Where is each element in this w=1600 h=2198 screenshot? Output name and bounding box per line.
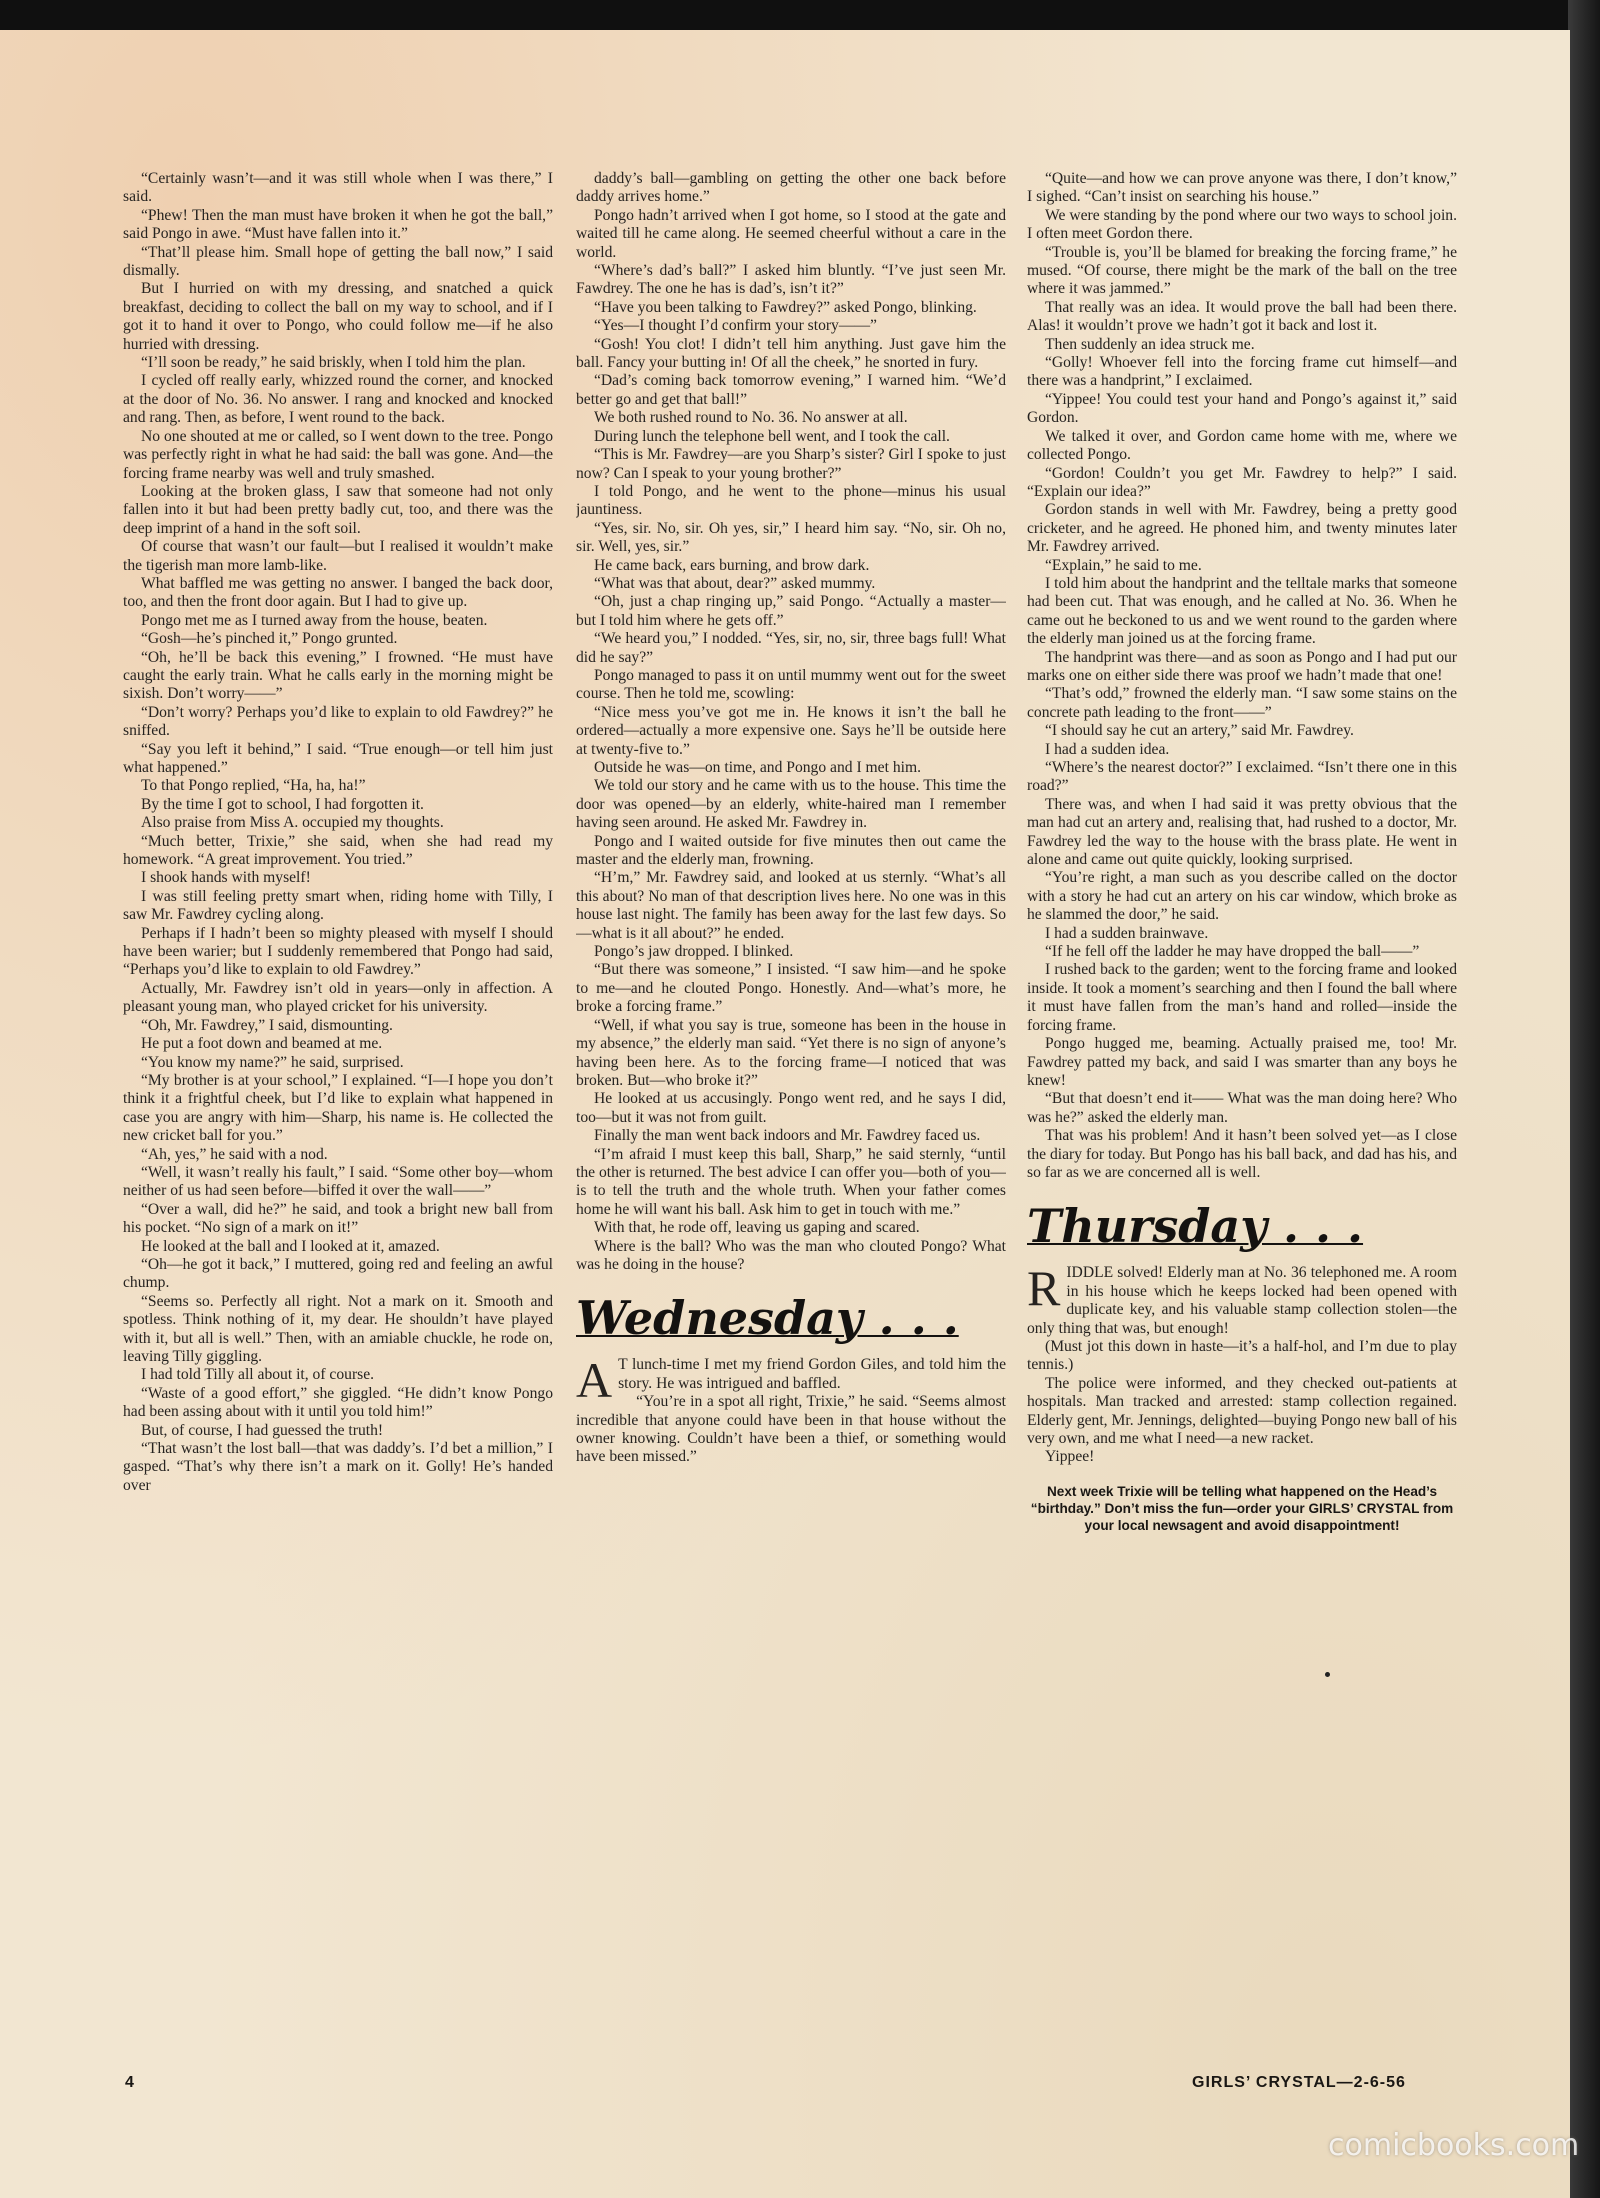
column-right	[1027, 170, 1457, 2040]
paragraph: Gordon stands in well with Mr. Fawdrey, being a pretty good cricketer, and he agreed. He phoned him, and twenty minutes later Mr. Fawdrey arrived.	[1027, 501, 1457, 556]
thursday-first-paragraph	[1027, 1260, 1457, 1338]
paragraph: No one shouted at me or called, so I went down to the tree. Pongo was perfectly right in what he had said: the ball was gone. And—the forcing frame nearby was well and truly smashed.	[123, 427, 553, 482]
paragraph: I was still feeling pretty smart when, riding home with Tilly, I saw Mr. Fawdrey cycling along.	[123, 887, 553, 924]
paragraph: I had told Tilly all about it, of course.	[141, 1366, 375, 1384]
paragraph: Finally the man went back indoors and Mr. Fawdrey faced us.	[594, 1127, 981, 1145]
paragraph: “Well, if what you say is true, someone has been in the house in my absence,” the elderly man said. “Yet there is no sign of anyone’s having been here. As to the forcing frame—I noticed that was broken. But—who broke it?”	[576, 1016, 1006, 1089]
paragraph: “Certainly wasn’t—and it was still whole when I was there,” I said.	[123, 170, 553, 206]
column-left	[123, 170, 553, 2040]
thursday-first-text: IDDLE solved! Elderly man at No. 36 telephoned me. A room in his house which he keeps locked had been opened with duplicate key, and his valuable stamp collection stolen—the only thing that was, but enough!	[1027, 1264, 1457, 1337]
next-week-promo: Next week Trixie will be telling what happened on the Head’s “birthday.” Don’t miss the fun—order your GIRLS’ CRYSTAL from your local newsagent and avoid disappointment!	[1030, 1483, 1454, 1533]
paragraph: I told Pongo, and he went to the phone—minus his usual jauntiness.	[576, 482, 1006, 519]
section-heading-thursday: Thursday . . .	[1027, 1199, 1364, 1254]
wednesday-first-paragraph	[576, 1352, 1006, 1409]
paragraph: Pongo’s jaw dropped. I blinked.	[594, 943, 794, 961]
paragraph: “Gosh! You clot! I didn’t tell him anything. Just gave him the ball. Fancy your butting in! Of all the cheek,” he snorted in fury.	[576, 335, 1006, 372]
paragraph: By the time I got to school, I had forgotten it.	[141, 795, 424, 813]
paragraph: “Gosh—he’s pinched it,” Pongo grunted.	[141, 630, 398, 648]
paragraph: “Quite—and how we can prove anyone was there, I don’t know,” I sighed. “Can’t insist on searching his house.”	[1027, 170, 1457, 206]
watermark: comicbooks.com	[1328, 2128, 1580, 2163]
paragraph: Of course that wasn’t our fault—but I realised it wouldn’t make the tigerish man more lamb-like.	[123, 538, 553, 574]
paragraph: That really was an idea. It would prove the ball had been there. Alas! it wouldn’t prove we hadn’t got it back and lost it.	[1027, 298, 1457, 335]
paragraph: “Have you been talking to Fawdrey?” asked Pongo, blinking.	[594, 298, 977, 316]
paragraph: “Oh, he’ll be back this evening,” I frowned. “He must have caught the early train. What he calls early in the morning might be sixish. Don’t worry——”	[123, 648, 553, 703]
paragraph: Looking at the broken glass, I saw that someone had not only fallen into it but had been pretty badly cut, too, and there was the deep imprint of a hand in the soft soil.	[123, 482, 553, 537]
paragraph: “Yes, sir. No, sir. Oh yes, sir,” I heard him say. “No, sir. Oh no, sir. Well, yes, sir.”	[576, 519, 1006, 556]
section-heading-wednesday: Wednesday . . .	[576, 1291, 959, 1346]
paragraph: Perhaps if I hadn’t been so mighty pleased with myself I should have been warier; but I suddenly remembered that Pongo had said, “Perhaps you’d like to explain to old Fawdrey.”	[123, 924, 553, 979]
paragraph: “But there was someone,” I insisted. “I saw him—and he spoke to me—and he clouted Pongo. Honestly. And—what’s more, he broke a forcing frame.”	[576, 961, 1006, 1016]
paragraph: “I should say he cut an artery,” said Mr. Fawdrey.	[1045, 722, 1354, 740]
paragraph: But, of course, I had guessed the truth!	[141, 1421, 384, 1439]
paragraph: Yippee!	[1045, 1448, 1095, 1466]
wednesday-section	[576, 1352, 1006, 1466]
paragraph: I had a sudden idea.	[1045, 740, 1170, 758]
paragraph: The police were informed, and they checked out-patients at hospitals. Man tracked and arrested: stamp collection regained. Elderly gent, Mr. Jennings, delighted—buying Pongo new ball of his very own, and me what I need—a new racket.	[1027, 1374, 1457, 1447]
paragraph: “What was that about, dear?” asked mummy.	[594, 574, 876, 592]
paragraph: We talked it over, and Gordon came home with me, where we collected Pongo.	[1027, 427, 1457, 464]
scan-border-right	[1568, 0, 1600, 2198]
column-middle	[576, 170, 1006, 2040]
paragraph: I shook hands with myself!	[141, 869, 311, 887]
paragraph: But I hurried on with my dressing, and snatched a quick breakfast, deciding to collect the ball on my way to school, and if I got it to hand it over to Pongo, who could follow me—if he also hurried with dressing.	[123, 280, 553, 353]
column-middle-text	[576, 170, 1006, 1274]
paragraph: “That’s odd,” frowned the elderly man. “I saw some stains on the concrete path leading to the front——”	[1027, 685, 1457, 721]
page-number: 4	[125, 2074, 134, 2091]
paragraph: I told him about the handprint and the telltale marks that someone had been cut. That was enough, and he called at No. 36. When he came out he beckoned to us and we went round to the garden where the elderly man joined us at the forcing frame.	[1027, 574, 1457, 648]
paragraph: “I’ll soon be ready,” he said briskly, when I told him the plan.	[141, 354, 526, 372]
paragraph: “But that doesn’t end it—— What was the man doing here? Who was he?” asked the elderly man.	[1027, 1090, 1457, 1126]
paragraph: “Say you left it behind,” I said. “True enough—or tell him just what happened.”	[123, 740, 553, 776]
paragraph: “Ah, yes,” he said with a nod.	[141, 1145, 328, 1163]
magazine-page	[0, 30, 1570, 2198]
paragraph: I rushed back to the garden; went to the forcing frame and looked inside. It took a moment’s searching and then I found the ball where it must have fallen from the man’s hand and rolled—inside the forcing frame.	[1027, 961, 1457, 1034]
paragraph: Actually, Mr. Fawdrey isn’t old in years—only in affection. A pleasant young man, who played cricket for his university.	[123, 979, 553, 1016]
drop-cap: A	[576, 1352, 613, 1409]
paragraph: “Yes—I thought I’d confirm your story——”	[594, 317, 877, 335]
paragraph: Outside he was—on time, and Pongo and I met him.	[594, 759, 921, 776]
issue-footer: GIRLS’ CRYSTAL—2-6-56	[1192, 2074, 1406, 2091]
paragraph: We told our story and he came with us to the house. This time the door was opened—by an elderly, white-haired man I remember having seen around. He asked Mr. Fawdrey in.	[576, 777, 1006, 832]
thursday-section	[1027, 1260, 1457, 1466]
paragraph: “Dad’s coming back tomorrow evening,” I warned him. “We’d better go and get that ball!”	[576, 372, 1006, 408]
paragraph: “Nice mess you’ve got me in. He knows it isn’t the ball he ordered—actually a more expensive one. Says he’ll be outside here at twenty-five to.”	[576, 703, 1006, 758]
paragraph: “You’re in a spot all right, Trixie,” he said. “Seems almost incredible that anyone could have been in that house without the owner knowing. Couldn’t have been a thief, or something would have been missed.”	[576, 1393, 1006, 1466]
paragraph: “Oh, Mr. Fawdrey,” I said, dismounting.	[141, 1016, 393, 1034]
section-end-dot	[1325, 1672, 1330, 1677]
paragraph: Then suddenly an idea struck me.	[1045, 335, 1255, 353]
paragraph: “Trouble is, you’ll be blamed for breaking the forcing frame,” he mused. “Of course, there might be the mark of the ball on the tree where it was jammed.”	[1027, 243, 1457, 298]
paragraph: “You’re right, a man such as you describe called on the doctor with a story he had cut an artery on his car window, which broke as he slammed the door,” he said.	[1027, 869, 1457, 924]
paragraph: We both rushed round to No. 36. No answer at all.	[594, 409, 908, 427]
paragraph: “That’ll please him. Small hope of getting the ball now,” I said dismally.	[123, 243, 553, 280]
paragraph: “Don’t worry? Perhaps you’d like to explain to old Fawdrey?” he sniffed.	[123, 703, 553, 740]
paragraph: “Seems so. Perfectly all right. Not a mark on it. Smooth and spotless. Think nothing of it, my dear. He shouldn’t have played with it, but all is well.” Then, with an amiable chuckle, he rode on, leaving Tilly giggling.	[123, 1292, 553, 1365]
paragraph: During lunch the telephone bell went, and I took the call.	[594, 427, 950, 445]
paragraph: We were standing by the pond where our two ways to school join. I often meet Gordon there.	[1027, 206, 1457, 243]
paragraph: He looked at us accusingly. Pongo went red, and he says I did, too—but it was not from guilt.	[576, 1090, 1006, 1126]
paragraph: There was, and when I had said it was pretty obvious that the man had cut an artery and, realising that, had rushed to a doctor, Mr. Fawdrey led the way to the house with the brass plate. He went in alone and came out quite quickly, looking surprised.	[1027, 795, 1457, 869]
paragraph: What baffled me was getting no answer. I banged the back door, too, and then the front door again. But I had to give up.	[123, 574, 553, 611]
paragraph: Pongo and I waited outside for five minutes then out came the master and the elderly man, frowning.	[576, 832, 1006, 869]
paragraph: “H’m,” Mr. Fawdrey said, and looked at us sternly. “What’s all this about? No man of that description lives here. No one was in this house last night. The family has been away for the last few days. So—what is it all about?” he ended.	[576, 869, 1006, 942]
paragraph: “That wasn’t the lost ball—that was daddy’s. I’d bet a million,” I gasped. “That’s why there isn’t a mark on it. Golly! He’s handed over	[123, 1440, 553, 1494]
paragraph: Pongo hugged me, beaming. Actually praised me, too! Mr. Fawdrey patted my back, and said I was smarter than any boys he knew!	[1027, 1035, 1457, 1089]
paragraph: “If he fell off the ladder he may have dropped the ball——”	[1045, 943, 1420, 961]
paragraph: (Must jot this down in haste—it’s a half-hol, and I’m due to play tennis.)	[1027, 1337, 1457, 1374]
paragraph: “Gordon! Couldn’t you get Mr. Fawdrey to help?” I said. “Explain our idea?”	[1027, 464, 1457, 500]
drop-cap: R	[1027, 1260, 1061, 1317]
paragraph: Where is the ball? Who was the man who clouted Pongo? What was he doing in the house?	[576, 1237, 1006, 1273]
paragraph: “Oh, just a chap ringing up,” said Pongo. “Actually a master—but I told him where he gets off.”	[576, 593, 1006, 629]
paragraph: That was his problem! And it hasn’t been solved yet—as I close the diary for today. But Pongo has his ball back, and dad has his, and so far as we are concerned all is well.	[1027, 1127, 1457, 1181]
paragraph: He came back, ears burning, and brow dark.	[594, 556, 870, 574]
thursday-paragraphs	[1027, 1338, 1457, 1467]
paragraph: Pongo hadn’t arrived when I got home, so I stood at the gate and waited till he came along. He seemed cheerful without a care in the world.	[576, 206, 1006, 261]
paragraph: “You know my name?” he said, surprised.	[141, 1053, 404, 1071]
wednesday-first-text: T lunch-time I met my friend Gordon Giles, and told him the story. He was intrigued and baffled.	[618, 1356, 1006, 1392]
paragraph: I had a sudden brainwave.	[1045, 924, 1209, 942]
paragraph: “Much better, Trixie,” she said, when she had read my homework. “A great improvement. You tried.”	[123, 832, 553, 869]
paragraph: “This is Mr. Fawdrey—are you Sharp’s sister? Girl I spoke to just now? Can I speak to your young brother?”	[576, 446, 1006, 482]
paragraph: To that Pongo replied, “Ha, ha, ha!”	[141, 777, 366, 795]
paragraph: With that, he rode off, leaving us gaping and scared.	[594, 1219, 920, 1237]
paragraph: Also praise from Miss A. occupied my thoughts.	[141, 814, 444, 832]
paragraph: “Where’s dad’s ball?” I asked him bluntly. “I’ve just seen Mr. Fawdrey. The one he has is dad’s, isn’t it?”	[576, 262, 1006, 298]
paragraph: “Oh—he got it back,” I muttered, going red and feeling an awful chump.	[123, 1255, 553, 1292]
paragraph: “Explain,” he said to me.	[1045, 556, 1202, 574]
paragraph: “Where’s the nearest doctor?” I exclaimed. “Isn’t there one in this road?”	[1027, 759, 1457, 795]
paragraph: Pongo managed to pass it on until mummy went out for the sweet course. Then he told me, scowling:	[576, 666, 1006, 703]
paragraph: “Yippee! You could test your hand and Pongo’s against it,” said Gordon.	[1027, 390, 1457, 427]
paragraph: I cycled off really early, whizzed round the corner, and knocked at the door of No. 36. No answer. I rang and knocked and knocked and rang. Then, as before, I went round to the back.	[123, 372, 553, 427]
paragraph: He put a foot down and beamed at me.	[141, 1035, 383, 1053]
paragraph: “We heard you,” I nodded. “Yes, sir, no, sir, three bags full! What did he say?”	[576, 630, 1006, 666]
paragraph: The handprint was there—and as soon as Pongo and I had put our marks one on either side there was proof we hadn’t made that one!	[1027, 648, 1457, 684]
paragraph: Pongo met me as I turned away from the house, beaten.	[141, 611, 488, 629]
paragraph: “Over a wall, did he?” he said, and took a bright new ball from his pocket. “No sign of a mark on it!”	[123, 1200, 553, 1237]
paragraph: “I’m afraid I must keep this ball, Sharp,” he said sternly, “until the other is returned. The best advice I can offer you—both of you—is to tell the truth and the whole truth. When your father comes home he will want his ball. Ask him to get in touch with me.”	[576, 1145, 1006, 1218]
paragraph: “Waste of a good effort,” she giggled. “He didn’t know Pongo had been assing about with it until you told him!”	[123, 1384, 553, 1421]
paragraph: “Golly! Whoever fell into the forcing frame cut himself—and there was a handprint,” I exclaimed.	[1027, 354, 1457, 390]
column-right-text	[1027, 170, 1457, 1182]
paragraph: daddy’s ball—gambling on getting the other one back before daddy arrives home.”	[576, 170, 1006, 206]
paragraph: “My brother is at your school,” I explained. “I—I hope you don’t think it a frightful cheek, but I’d like to explain what happened in case you are angry with him—Sharp, his name is. He collected the new cricket ball for you.”	[123, 1071, 553, 1145]
paragraph: “Phew! Then the man must have broken it when he got the ball,” said Pongo in awe. “Must have fallen into it.”	[123, 206, 553, 243]
paragraph: “Well, it wasn’t really his fault,” I said. “Some other boy—whom neither of us had seen before—biffed it over the wall——”	[123, 1163, 553, 1200]
paragraph: He looked at the ball and I looked at it, amazed.	[141, 1237, 440, 1255]
wednesday-paragraphs	[576, 1393, 1006, 1467]
